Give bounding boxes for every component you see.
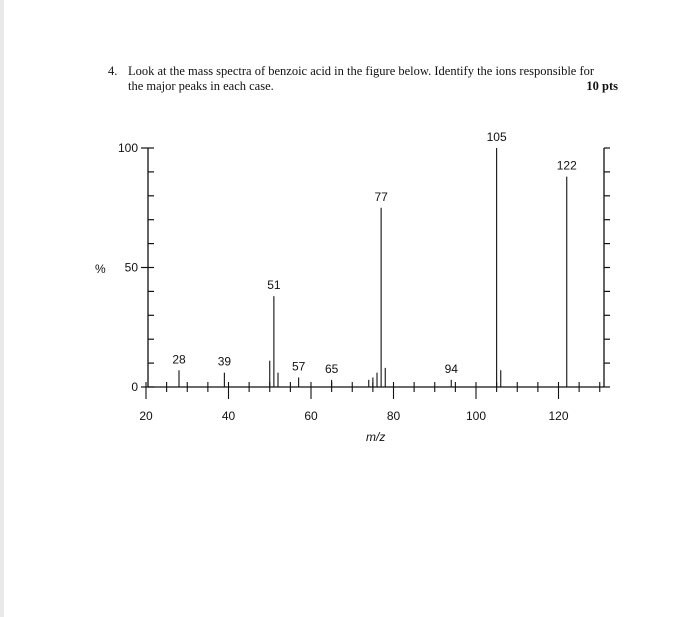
chart-axes [118,141,610,423]
question-text-line-1: Look at the mass spectra of benzoic acid in the figure below. Identify the ions responsible for [128,64,595,78]
x-tick-label: 40 [221,409,236,423]
peak-label-28: 28 [172,352,186,367]
y-tick-label: 50 [124,260,138,275]
peak-label-39: 39 [217,354,232,369]
x-tick-label: 120 [548,409,569,423]
peak-label-65: 65 [324,361,339,376]
peak-label-57: 57 [291,359,306,374]
question-text-line-2: the major peaks in each case. [128,79,274,93]
peak-label-105: 105 [486,130,507,144]
peak-label-51: 51 [267,278,281,293]
y-tick-label: 100 [117,141,138,155]
chart-peak-labels [172,130,577,376]
x-axis-label: m/z [366,430,386,444]
x-tick-label: 20 [139,409,153,423]
x-tick-label: 80 [386,409,401,423]
peak-label-94: 94 [444,361,458,376]
question-points: 10 pts [586,79,618,93]
peak-label-77: 77 [374,189,388,204]
question-number: 4. [108,64,118,78]
x-tick-label: 100 [465,409,487,423]
y-axis-label: % [95,262,106,276]
x-tick-label: 60 [304,409,318,423]
chart-peaks [179,148,567,387]
peak-label-122: 122 [556,158,577,173]
y-tick-label: 0 [131,380,138,394]
